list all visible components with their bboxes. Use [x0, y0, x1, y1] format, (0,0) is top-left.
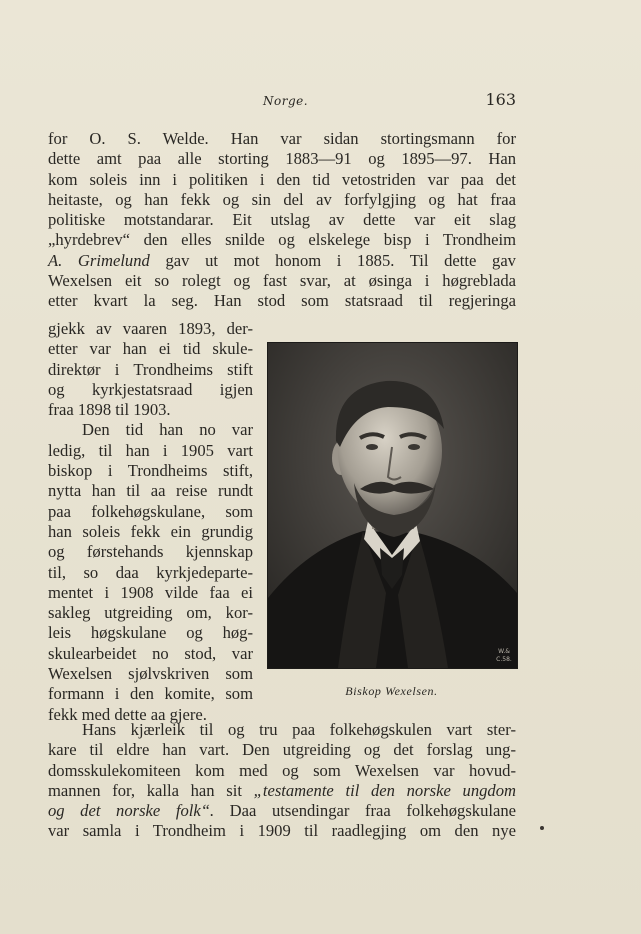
text-line: mentet i 1908 vilde faa ei	[48, 582, 253, 602]
text-line	[48, 801, 516, 821]
text-line: gjekk av vaaren 1893, der-	[48, 319, 253, 338]
text-line: var samla i Trondheim i 1909 til raadlegjing om den nye	[48, 821, 516, 841]
side-paragraph	[48, 319, 253, 725]
header-title: Norge.	[263, 94, 309, 108]
text-line: biskop i Trondheims stift,	[48, 461, 253, 481]
text-line-rest: Daa utsendingar fraa folkehøgskulane	[214, 801, 517, 821]
text-line: Wexelsen eit so rolegt og fast svar, at øsinga i høgreblada	[48, 271, 516, 291]
portrait-illustration	[268, 343, 517, 668]
text-line: etter var han ei tid skule-	[48, 339, 253, 359]
text-line: heitaste, og han fekk og sin del av forfylgjing og hat fraa	[48, 189, 516, 209]
text-line: skulearbeidet no stod, var	[48, 643, 253, 663]
text-line	[48, 781, 516, 801]
italic-name: A. Grimelund	[48, 250, 150, 270]
bottom-paragraph	[48, 720, 516, 842]
text-line: direktør i Trondheims stift	[48, 359, 253, 379]
text-line-lead: mannen for, kalla han sit	[48, 780, 254, 800]
page-number: 163	[485, 90, 516, 109]
text-line: formann i den komite, som	[48, 684, 253, 704]
text-line: Den tid han no var	[82, 420, 253, 440]
text-line: han soleis fekk ein grundig	[48, 521, 253, 541]
margin-mark	[540, 826, 544, 830]
text-line: dette amt paa alle storting 1883—91 og 1895—97. Han	[48, 149, 516, 169]
text-line: „hyrdebrev“ den elles snilde og elskelege bisp i Trondheim	[48, 230, 516, 250]
svg-text:W.&: W.&	[498, 648, 510, 655]
text-line	[48, 251, 516, 271]
text-line: paa folkehøgskulane, som	[48, 501, 253, 521]
text-line-rest: gav ut mot honom i 1885. Til dette gav	[149, 250, 516, 270]
top-paragraph	[48, 129, 516, 312]
text-line: Wexelsen sjølvskriven som	[48, 664, 253, 684]
portrait-photo	[267, 342, 518, 669]
text-line: til, so daa kyrkjedeparte-	[48, 562, 253, 582]
text-line: ledig, til han i 1905 vart	[48, 440, 253, 460]
text-line: og førstehands kjennskap	[48, 542, 253, 562]
text-line: for O. S. Welde. Han var sidan stortingsmann for	[48, 129, 516, 148]
text-line: nytta han til aa reise rundt	[48, 481, 253, 501]
italic-quote: og det norske folk“.	[48, 801, 215, 821]
text-line: kare til eldre han vart. Den utgreiding og det forslag ung-	[48, 740, 516, 760]
text-line: Hans kjærleik til og tru paa folkehøgskulen vart ster-	[82, 720, 516, 739]
svg-text:C.58.: C.58.	[496, 656, 512, 663]
text-line: politiske motstandarar. Eit utslag av dette var eit slag	[48, 210, 516, 230]
figure-caption: Biskop Wexelsen.	[345, 684, 438, 698]
italic-quote: „testamente til den norske ungdom	[253, 780, 516, 800]
text-line: domsskulekomiteen kom med og som Wexelsen var hovud-	[48, 760, 516, 780]
text-line: sakleg utgreiding om, kor-	[48, 603, 253, 623]
text-line: leis høgskulane og høg-	[48, 623, 253, 643]
text-line: fekk med dette aa gjere.	[48, 704, 207, 724]
text-line: og kyrkjestatsraad igjen	[48, 379, 253, 399]
text-line: etter kvart la seg. Han stod som statsraad til regjeringa	[48, 291, 516, 311]
text-line: fraa 1898 til 1903.	[48, 400, 171, 420]
text-line: kom soleis inn i politiken i den tid vetostriden var paa det	[48, 169, 516, 189]
running-header	[48, 88, 516, 114]
